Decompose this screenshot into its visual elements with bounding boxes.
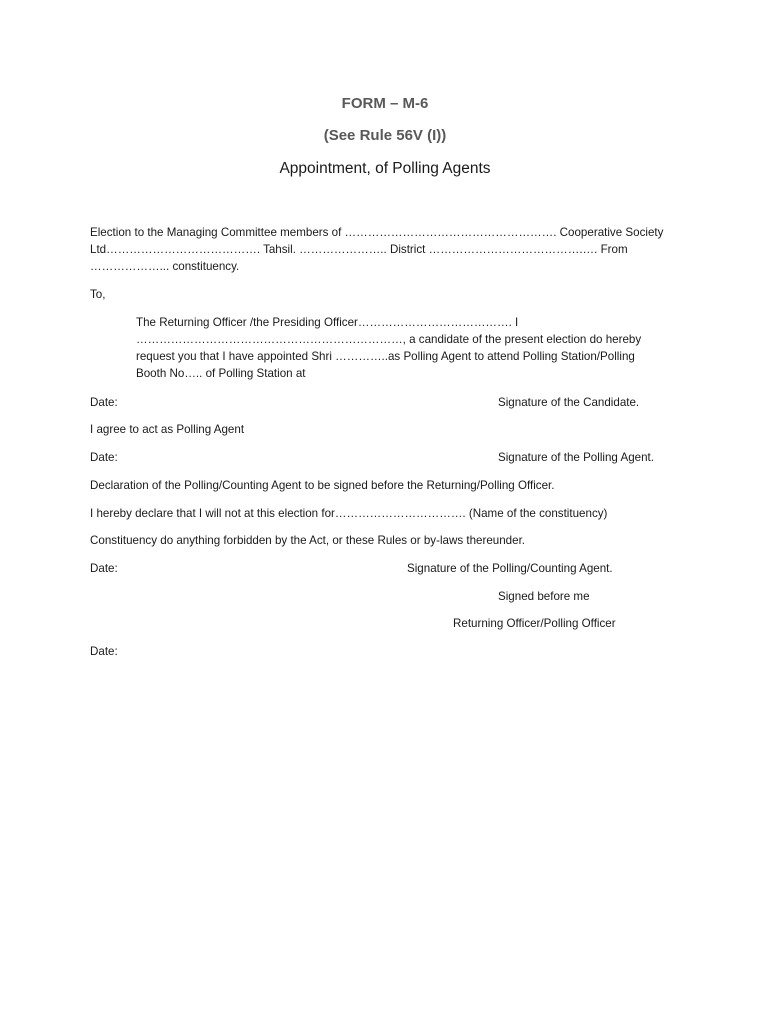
declaration-line-2: Constituency do anything forbidden by the Act, or these Rules or by-laws thereunder. <box>90 534 526 547</box>
candidate-date-label: Date: <box>90 396 118 409</box>
address-line-1: The Returning Officer /the Presiding Officer…………………………………. I <box>136 316 519 329</box>
agent-signature-label: Signature of the Polling Agent. <box>498 451 654 464</box>
rule-reference: (See Rule 56V (I)) <box>323 127 447 144</box>
address-line-4: Booth No….. of Polling Station at <box>136 367 306 380</box>
form-heading: Appointment, of Polling Agents <box>279 160 491 177</box>
intro-line-1: Election to the Managing Committee members of ………………………………………………. Cooperative Society <box>90 226 664 239</box>
form-number: FORM – M-6 <box>341 95 429 112</box>
agent-date-label: Date: <box>90 451 118 464</box>
final-date-label: Date: <box>90 645 118 658</box>
address-line-3: request you that I have appointed Shri …………..as Polling Agent to attend Polling Station/Polling <box>136 350 635 363</box>
declaration-line-1: I hereby declare that I will not at this election for……………………………. (Name of the constituency) <box>90 507 608 520</box>
counting-signature-label: Signature of the Polling/Counting Agent. <box>407 562 613 575</box>
intro-line-2: Ltd…………………………………. Tahsil. ………………….. District ………………………………….…. From <box>90 243 628 256</box>
intro-line-3: ………………... constituency. <box>90 260 240 273</box>
salutation: To, <box>90 288 106 301</box>
officer-label: Returning Officer/Polling Officer <box>453 617 616 630</box>
agree-text: I agree to act as Polling Agent <box>90 423 245 436</box>
address-line-2: ……………………………………………………………, a candidate of the present election do hereby <box>136 333 642 346</box>
counting-date-label: Date: <box>90 562 118 575</box>
candidate-signature-label: Signature of the Candidate. <box>498 396 640 409</box>
signed-before-label: Signed before me <box>498 590 590 603</box>
declaration-intro: Declaration of the Polling/Counting Agent to be signed before the Returning/Polling Officer. <box>90 479 555 492</box>
